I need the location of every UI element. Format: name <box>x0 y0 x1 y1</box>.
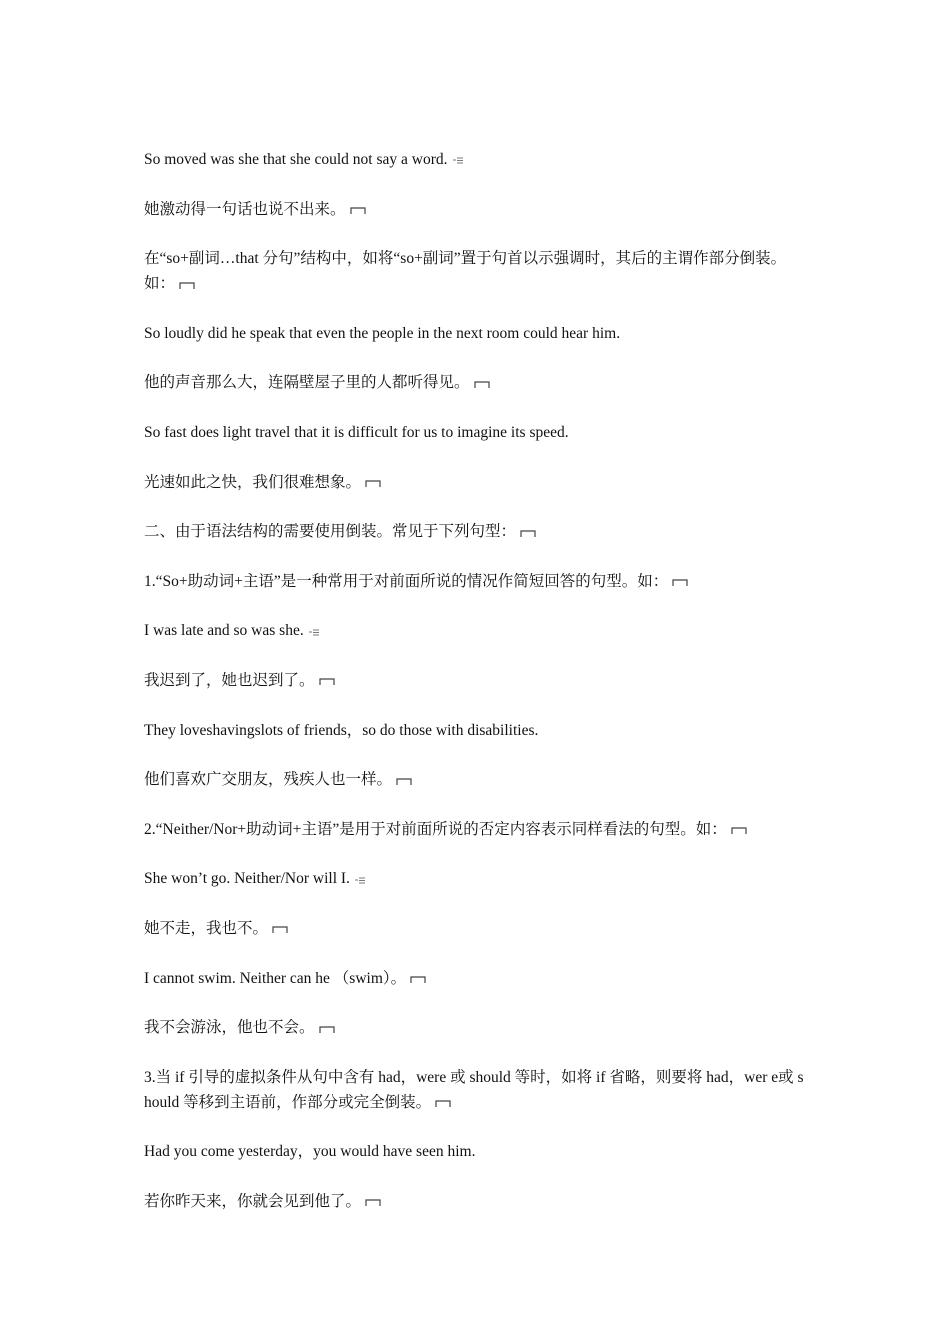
paragraph <box>144 246 808 296</box>
paragraph <box>144 916 808 941</box>
paragraph-mark-icon <box>319 676 335 686</box>
paragraph-text: 他们喜欢广交朋友，残疾人也一样。 <box>144 771 393 789</box>
paragraph-text: 他的声音那么大，连隔壁屋子里的人都听得见。 <box>144 374 470 392</box>
paragraph-mark-icon <box>520 528 536 538</box>
paragraph <box>144 1015 808 1040</box>
paragraph <box>144 866 808 891</box>
paragraph-text: 若你昨天来，你就会见到他了。 <box>144 1192 362 1210</box>
paragraph-mark-icon <box>474 379 490 389</box>
paragraph-text: 我迟到了，她也迟到了。 <box>144 671 315 689</box>
paragraph-text: 我不会游泳，他也不会。 <box>144 1019 315 1037</box>
paragraph <box>144 370 808 395</box>
paragraph-mark-icon <box>672 577 688 587</box>
document-body <box>144 147 808 1238</box>
paragraph <box>144 817 808 842</box>
paragraph <box>144 668 808 693</box>
paragraph-mark-icon <box>319 1024 335 1034</box>
paragraph-text: 1.“So+助动词+主语”是一种常用于对前面所说的情况作简短回答的句型。如： <box>144 572 669 590</box>
paragraph-mark-icon <box>410 974 426 984</box>
paragraph-text: 在“so+副词…that 分句”结构中，如将“so+副词”置于句首以示强调时，其后的主谓作部分倒装。如： <box>144 250 787 293</box>
paragraph-text: 她不走，我也不。 <box>144 919 269 937</box>
paragraph-mark-icon <box>731 825 747 835</box>
paragraph-text: They loveshavingslots of friends，so do those with disabilities. <box>144 721 539 739</box>
paragraph-mark-icon <box>365 478 381 488</box>
paragraph-mark-icon <box>272 924 288 934</box>
paragraph-text: So fast does light travel that it is difficult for us to imagine its speed. <box>144 423 569 441</box>
paragraph <box>144 718 808 743</box>
paragraph-text: Had you come yesterday，you would have seen him. <box>144 1143 476 1161</box>
paragraph <box>144 1189 808 1214</box>
paragraph-text: 二、由于语法结构的需要使用倒装。常见于下列句型： <box>144 523 517 541</box>
line-break-mark-icon <box>354 875 366 885</box>
line-break-mark-icon <box>452 155 464 165</box>
paragraph-text: So moved was she that she could not say a word. <box>144 151 448 168</box>
paragraph <box>144 569 808 594</box>
paragraph <box>144 519 808 544</box>
paragraph-mark-icon <box>435 1098 451 1108</box>
paragraph-text: 2.“Neither/Nor+助动词+主语”是用于对前面所说的否定内容表示同样看法的句型。如： <box>144 820 727 838</box>
paragraph <box>144 618 808 643</box>
paragraph <box>144 1139 808 1164</box>
paragraph-text: I was late and so was she. <box>144 622 304 640</box>
paragraph-text: 她激动得一句话也说不出来。 <box>144 200 346 218</box>
paragraph-mark-icon <box>365 1197 381 1207</box>
paragraph-mark-icon <box>179 280 195 290</box>
paragraph-text: So loudly did he speak that even the people in the next room could hear him. <box>144 324 621 342</box>
paragraph <box>144 1065 808 1115</box>
paragraph-mark-icon <box>396 776 412 786</box>
paragraph <box>144 470 808 495</box>
line-break-mark-icon <box>308 627 320 637</box>
paragraph-text: She won’t go. Neither/Nor will I. <box>144 870 350 888</box>
paragraph <box>144 321 808 346</box>
paragraph-text: 光速如此之快，我们很难想象。 <box>144 473 362 491</box>
paragraph <box>144 966 808 991</box>
paragraph <box>144 767 808 792</box>
paragraph-text: 3.当 if 引导的虚拟条件从句中含有 had，were 或 should 等时，如将 if 省略，则要将 had，wer e或 should 等移到主语前，作部分或完全倒装。 <box>144 1068 804 1111</box>
paragraph <box>144 420 808 445</box>
paragraph-text: I cannot swim. Neither can he （swim）。 <box>144 969 407 987</box>
paragraph <box>144 197 808 222</box>
paragraph-mark-icon <box>350 205 366 215</box>
paragraph <box>144 147 808 172</box>
